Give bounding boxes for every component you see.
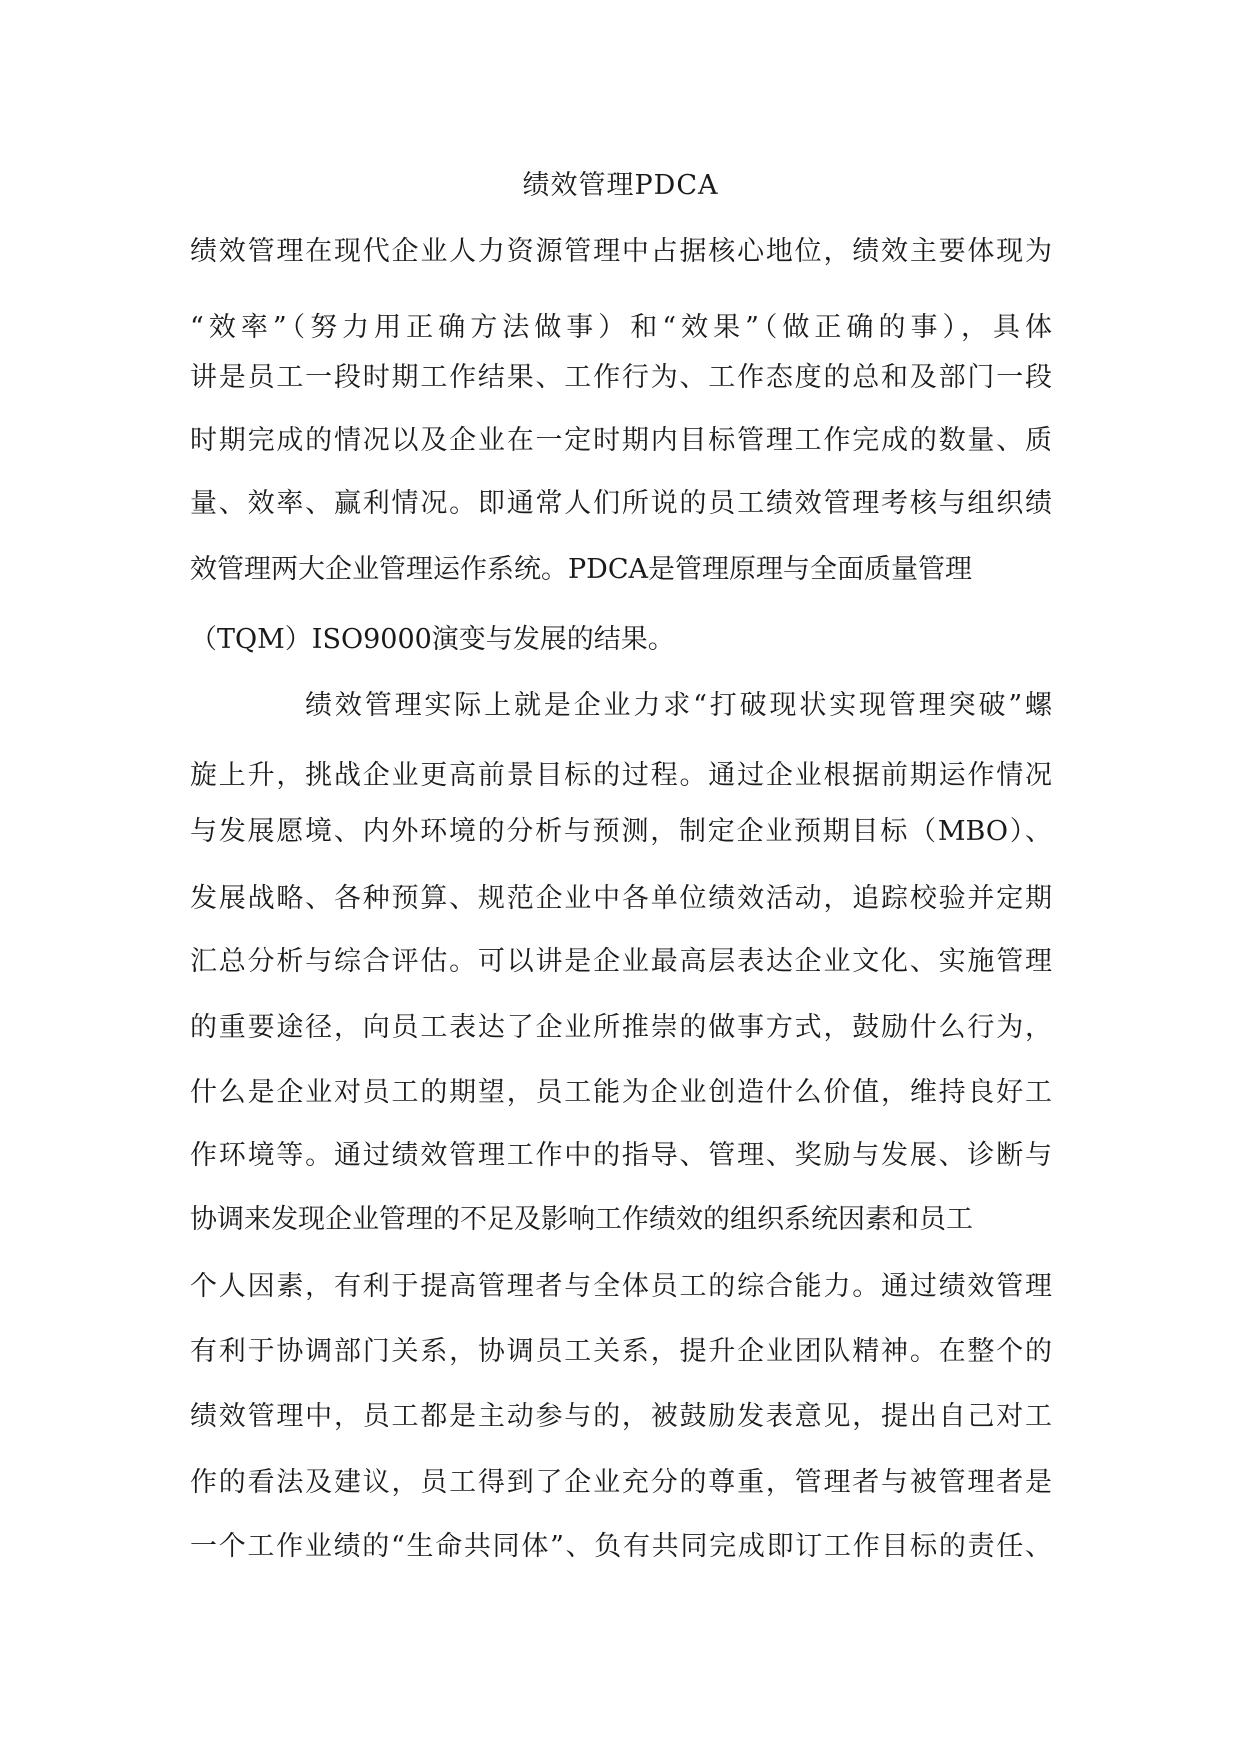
paragraph-2-line-12: 绩效管理中，员工都是主动参与的，被鼓励发表意见，提出自己对工 [190,1401,1052,1432]
paragraph-2-line-13: 作的看法及建议，员工得到了企业充分的尊重，管理者与被管理者是 [190,1467,1052,1498]
paragraph-1-line-4: 时期完成的情况以及企业在一定时期内目标管理工作完成的数量、质 [190,425,1052,456]
paragraph-2-line-11: 有利于协调部门关系，协调员工关系，提升企业团队精神。在整个的 [190,1336,1052,1367]
paragraph-2-line-3: 与发展愿境、内外环境的分析与预测，制定企业预期目标（MBO）、 [190,816,1052,847]
paragraph-2-line-5: 汇总分析与综合评估。可以讲是企业最高层表达企业文化、实施管理 [190,946,1052,977]
paragraph-1-line-2: “效率”（努力用正确方法做事）和“效果”（做正确的事），具体 [190,312,1052,343]
paragraph-2-line-7: 什么是企业对员工的期望，员工能为企业创造什么价值，维持良好工 [190,1077,1052,1108]
paragraph-1-line-3: 讲是员工一段时期工作结果、工作行为、工作态度的总和及部门一段 [190,362,1052,393]
paragraph-2-line-8: 作环境等。通过绩效管理工作中的指导、管理、奖励与发展、诊断与 [190,1140,1052,1171]
paragraph-2-line-10: 个人因素，有利于提高管理者与全体员工的综合能力。通过绩效管理 [190,1271,1052,1302]
paragraph-1-line-1: 绩效管理在现代企业人力资源管理中占据核心地位，绩效主要体现为 [190,236,1052,267]
document-title: 绩效管理PDCA [522,170,719,201]
paragraph-2-line-2: 旋上升，挑战企业更高前景目标的过程。通过企业根据前期运作情况 [190,760,1052,791]
paragraph-2-line-4: 发展战略、各种预算、规范企业中各单位绩效活动，追踪校验并定期 [190,883,1052,914]
paragraph-1-line-7: （TQM）ISO9000演变与发展的结果。 [190,624,675,655]
paragraph-2-line-6: 的重要途径，向员工表达了企业所推崇的做事方式，鼓励什么行为， [190,1012,1052,1043]
paragraph-2-line-14: 一个工作业绩的“生命共同体”、负有共同完成即订工作目标的责任、 [190,1531,1052,1562]
paragraph-1-line-5: 量、效率、赢利情况。即通常人们所说的员工绩效管理考核与组织绩 [190,488,1052,519]
paragraph-1-line-6: 效管理两大企业管理运作系统。PDCA是管理原理与全面质量管理 [190,554,972,585]
paragraph-2-line-1: 绩效管理实际上就是企业力求“打破现状实现管理突破”螺 [305,690,1052,721]
paragraph-2-line-9: 协调来发现企业管理的不足及影响工作绩效的组织系统因素和员工 [190,1204,973,1235]
